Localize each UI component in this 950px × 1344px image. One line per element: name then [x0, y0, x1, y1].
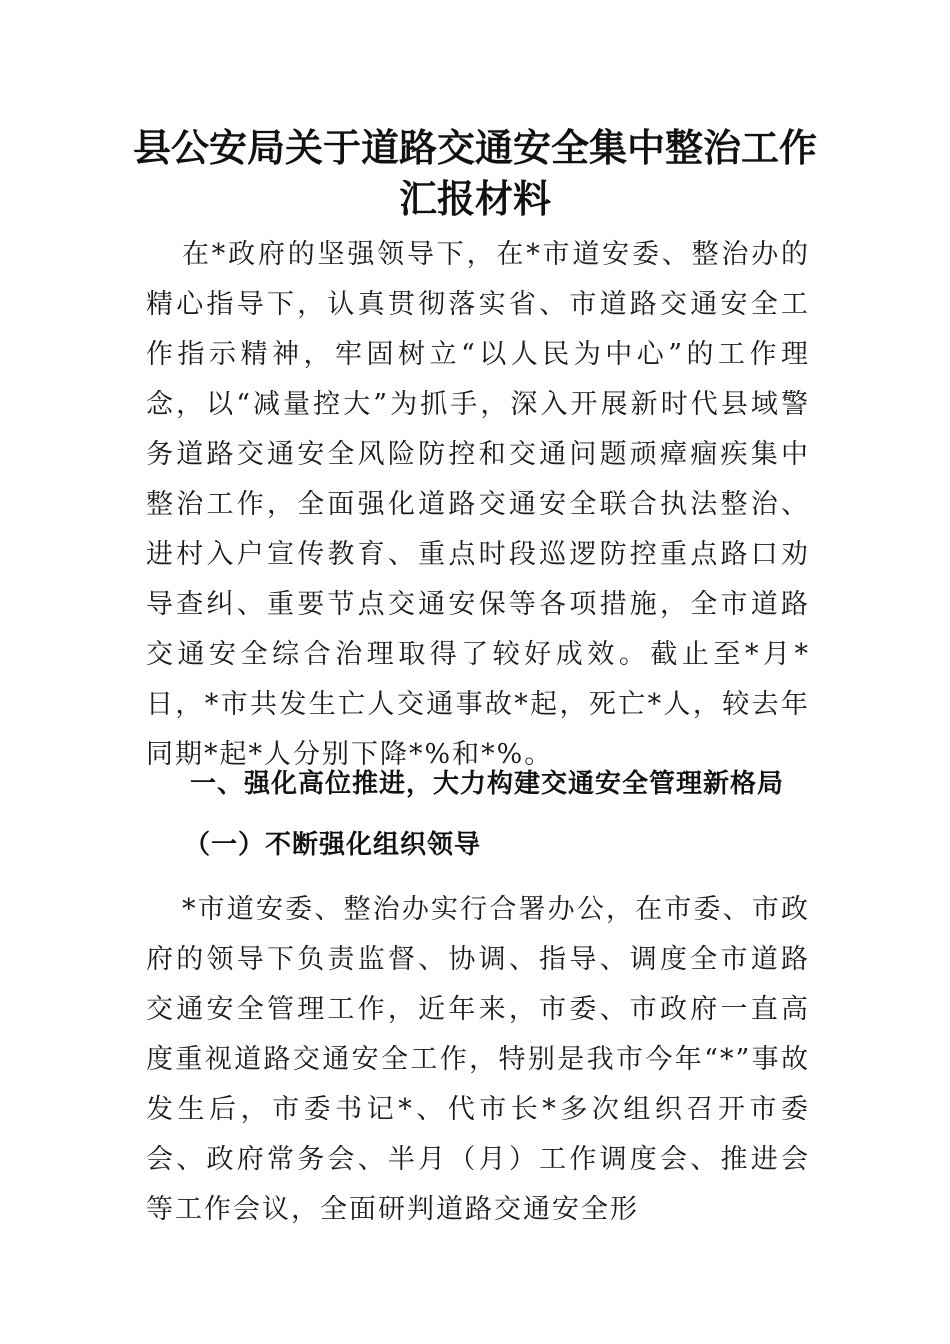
document-title-line-1: 县公安局关于道路交通安全集中整治工作: [132, 125, 817, 170]
intro-paragraph: 在*政府的坚强领导下，在*市道安委、整治办的精心指导下，认真贯彻落实省、市道路交通安全工作指示精神，牢固树立“以人民为中心”的工作理念，以“减量控大”为抓手，深入开展新时代县域警务道路交通安全风险防控和交通问题顽瘴痼疾集中整治工作，全面强化道路交通安全联合执法整治、进村入户宣传教育、重点时段巡逻防控重点路口劝导查纠、重要节点交通安保等各项措施，全市道路交通安全综合治理取得了较好成效。截止至*月*日，*市共发生亡人交通事故*起，死亡*人，较去年同期*起*人分别下降*%和*%。: [146, 239, 810, 770]
body-paragraph: *市道安委、整治办实行合署办公，在市委、市政府的领导下负责监督、协调、指导、调度全市道路交通安全管理工作，近年来，市委、市政府一直高度重视道路交通安全工作，特别是我市今年“*”事故发生后，市委书记*、代市长*多次组织召开市委会、政府常务会、半月（月）工作调度会、推进会等工作会议，全面研判道路交通安全形: [146, 894, 810, 1225]
section-heading-1: 一、强化高位推进，大力构建交通安全管理新格局: [190, 769, 785, 799]
subsection-heading-1: （一）不断强化组织领导: [184, 830, 482, 860]
document-title-line-2: 汇报材料: [398, 176, 551, 221]
